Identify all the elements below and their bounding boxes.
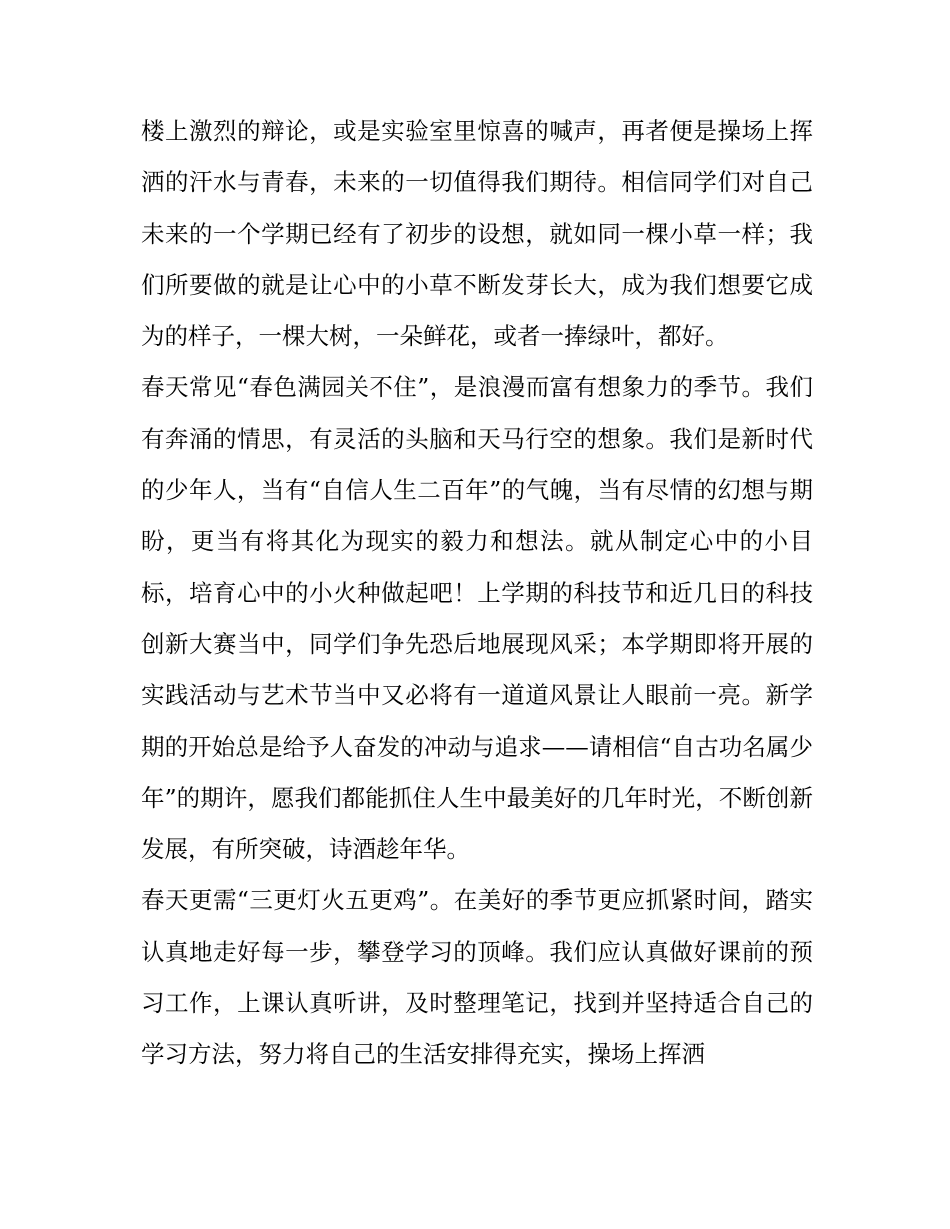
paragraph-3: 春天更需“三更灯火五更鸡”。在美好的季节更应抓紧时间，踏实认真地走好每一步，攀登学习的顶峰。我们应认真做好课前的预习工作，上课认真听讲，及时整理笔记，找到并坚持适合自己的学习方法，努力将自己的生活安排得充实，操场上挥洒 (141, 886, 813, 1069)
paragraph-1: 楼上激烈的辩论，或是实验室里惊喜的喊声，再者便是操场上挥洒的汗水与青春，未来的一切值得我们期待。相信同学们对自己未来的一个学期已经有了初步的设想，就如同一棵小草一样；我们所要做的就是让心中的小草不断发芽长大，成为我们想要它成为的样子，一棵大树，一朵鲜花，或者一捧绿叶，都好。 (141, 117, 813, 351)
document-body (141, 106, 813, 1081)
paragraph-2: 春天常见“春色满园关不住”，是浪漫而富有想象力的季节。我们有奔涌的情思，有灵活的头脑和天马行空的想象。我们是新时代的少年人，当有“自信人生二百年”的气魄，当有尽情的幻想与期盼，更当有将其化为现实的毅力和想法。就从制定心中的小目标，培育心中的小火种做起吧！上学期的科技节和近几日的科技创新大赛当中，同学们争先恐后地展现风采；本学期即将开展的实践活动与艺术节当中又必将有一道道风景让人眼前一亮。新学期的开始总是给予人奋发的冲动与追求——请相信“自古功名属少年”的期许，愿我们都能抓住人生中最美好的几年时光，不断创新发展，有所突破，诗酒趁年华。 (141, 373, 813, 864)
